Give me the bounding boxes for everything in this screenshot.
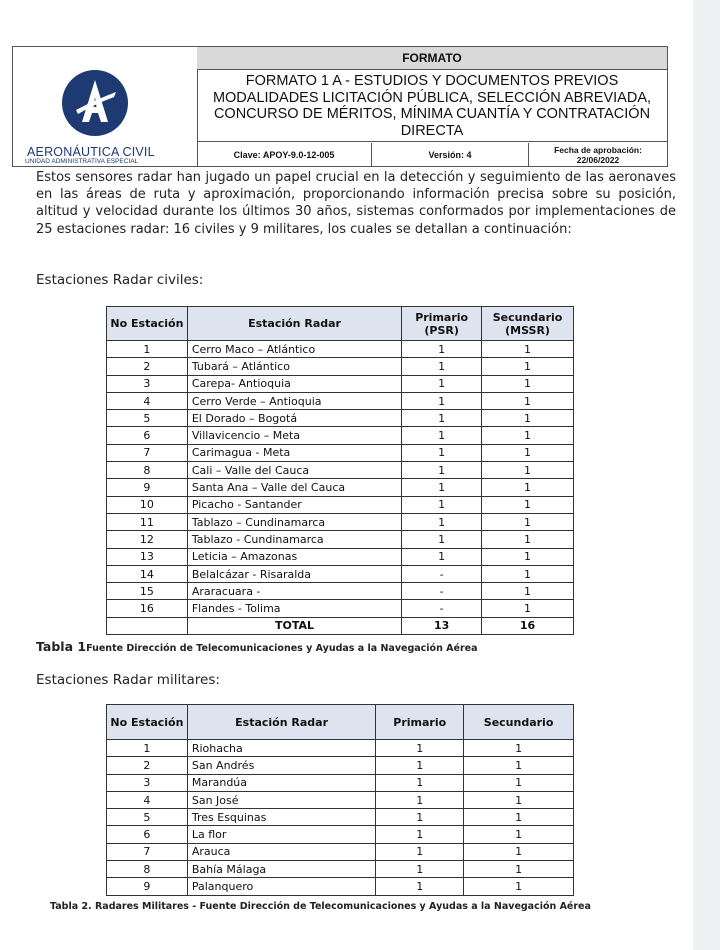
table-1-caption-text: Fuente Dirección de Telecomunicaciones y Ayudas a la Navegación Aérea bbox=[86, 643, 478, 654]
primary-cell: 1 bbox=[402, 496, 482, 513]
secondary-cell: 1 bbox=[464, 843, 574, 860]
approval-date-label: Fecha de aprobación: bbox=[554, 145, 642, 155]
table-row bbox=[107, 496, 574, 513]
table-row bbox=[107, 392, 574, 409]
station-name-cell: Marandúa bbox=[187, 774, 375, 791]
table-row bbox=[107, 774, 574, 791]
table-row bbox=[107, 791, 574, 808]
table-row bbox=[107, 740, 574, 757]
table-row bbox=[107, 826, 574, 843]
primary-cell: 1 bbox=[402, 375, 482, 392]
primary-cell: 1 bbox=[402, 462, 482, 479]
secondary-cell: 1 bbox=[464, 878, 574, 895]
station-number-cell: 3 bbox=[107, 375, 188, 392]
primary-cell: 1 bbox=[376, 809, 464, 826]
primary-cell: 1 bbox=[402, 513, 482, 530]
column-header-secondary: Secundario bbox=[464, 705, 574, 740]
table-1-caption bbox=[36, 639, 477, 654]
secondary-cell: 1 bbox=[482, 444, 574, 461]
secondary-cell: 1 bbox=[464, 774, 574, 791]
table-1-caption-prefix: Tabla 1 bbox=[36, 639, 87, 654]
primary-cell: 1 bbox=[402, 392, 482, 409]
secondary-cell: 1 bbox=[464, 740, 574, 757]
station-number-cell: 5 bbox=[107, 809, 188, 826]
table-row bbox=[107, 548, 574, 565]
station-number-cell: 15 bbox=[107, 583, 188, 600]
total-spacer bbox=[107, 617, 188, 634]
station-number-cell: 2 bbox=[107, 358, 188, 375]
secondary-cell: 1 bbox=[464, 809, 574, 826]
table-row bbox=[107, 444, 574, 461]
station-number-cell: 7 bbox=[107, 444, 188, 461]
table-row bbox=[107, 809, 574, 826]
org-unit: UNIDAD ADMINISTRATIVA ESPECIAL bbox=[25, 158, 139, 165]
primary-cell: 1 bbox=[402, 531, 482, 548]
table-row bbox=[107, 513, 574, 530]
table-row bbox=[107, 341, 574, 358]
column-header-station-number: No Estación bbox=[107, 307, 188, 341]
format-description: FORMATO 1 A - ESTUDIOS Y DOCUMENTOS PREVIOS MODALIDADES LICITACIÓN PÚBLICA, SELECCIÓN ABREVIADA, CONCURSO DE MÉRITOS, MÍNIMA CUANTÍA Y CONTRATACIÓN DIRECTA bbox=[197, 70, 667, 142]
table-row bbox=[107, 358, 574, 375]
station-name-cell: Tablazo – Cundinamarca bbox=[187, 513, 401, 530]
secondary-cell: 1 bbox=[482, 583, 574, 600]
station-number-cell: 16 bbox=[107, 600, 188, 617]
station-number-cell: 6 bbox=[107, 427, 188, 444]
station-number-cell: 9 bbox=[107, 878, 188, 895]
station-name-cell: Tres Esquinas bbox=[187, 809, 375, 826]
primary-cell: 1 bbox=[402, 410, 482, 427]
secondary-cell: 1 bbox=[482, 341, 574, 358]
secondary-cell: 1 bbox=[482, 496, 574, 513]
table-row bbox=[107, 410, 574, 427]
secondary-cell: 1 bbox=[482, 479, 574, 496]
station-name-cell: El Dorado – Bogotá bbox=[187, 410, 401, 427]
column-header-station-name: Estación Radar bbox=[187, 307, 401, 341]
station-name-cell: Villavicencio – Meta bbox=[187, 427, 401, 444]
intro-paragraph: Estos sensores radar han jugado un papel crucial en la detección y seguimiento de las aeronaves en las áreas de ruta y aproximación, proporcionando información precisa sobre su posición, altitud y velocidad durante los últimos 30 años, sistemas conformados por implementaciones de 25 estaciones radar: 16 civiles y 9 militares, los cuales se detallan a continuación: bbox=[36, 170, 676, 237]
station-name-cell: Picacho - Santander bbox=[187, 496, 401, 513]
primary-cell: 1 bbox=[376, 843, 464, 860]
primary-cell: 1 bbox=[376, 878, 464, 895]
station-number-cell: 8 bbox=[107, 462, 188, 479]
primary-cell: 1 bbox=[376, 740, 464, 757]
table-row bbox=[107, 375, 574, 392]
column-header-station-name: Estación Radar bbox=[187, 705, 375, 740]
aerocivil-logo bbox=[62, 70, 128, 136]
station-name-cell: Cerro Verde – Antioquia bbox=[187, 392, 401, 409]
secondary-cell: 1 bbox=[482, 375, 574, 392]
station-number-cell: 6 bbox=[107, 826, 188, 843]
station-name-cell: Belalcázar - Risaralda bbox=[187, 565, 401, 582]
primary-cell: 1 bbox=[402, 358, 482, 375]
civil-stations-heading: Estaciones Radar civiles: bbox=[36, 272, 204, 288]
station-name-cell: La flor bbox=[187, 826, 375, 843]
secondary-cell: 1 bbox=[482, 565, 574, 582]
primary-cell: 1 bbox=[376, 791, 464, 808]
station-number-cell: 9 bbox=[107, 479, 188, 496]
secondary-cell: 1 bbox=[482, 410, 574, 427]
page-side-margin bbox=[693, 0, 720, 950]
total-primary: 13 bbox=[402, 617, 482, 634]
secondary-cell: 1 bbox=[464, 826, 574, 843]
table-row bbox=[107, 462, 574, 479]
table-row bbox=[107, 583, 574, 600]
station-name-cell: Leticia – Amazonas bbox=[187, 548, 401, 565]
document-version: Versión: 4 bbox=[372, 143, 529, 167]
station-number-cell: 4 bbox=[107, 392, 188, 409]
table-row bbox=[107, 600, 574, 617]
table-row bbox=[107, 565, 574, 582]
station-number-cell: 10 bbox=[107, 496, 188, 513]
column-header-primary: Primario bbox=[376, 705, 464, 740]
org-name: AERONÁUTICA CIVIL bbox=[27, 145, 155, 159]
table-row bbox=[107, 843, 574, 860]
table-row bbox=[107, 427, 574, 444]
aerocivil-logo-icon bbox=[62, 70, 128, 136]
secondary-cell: 1 bbox=[482, 548, 574, 565]
approval-date-cell bbox=[529, 143, 667, 167]
primary-cell: 1 bbox=[402, 548, 482, 565]
secondary-cell: 1 bbox=[482, 513, 574, 530]
civil-radar-table bbox=[106, 306, 574, 635]
station-number-cell: 7 bbox=[107, 843, 188, 860]
station-name-cell: Flandes - Tolima bbox=[187, 600, 401, 617]
military-radar-table bbox=[106, 704, 574, 896]
secondary-cell: 1 bbox=[464, 861, 574, 878]
station-name-cell: Carimagua - Meta bbox=[187, 444, 401, 461]
station-name-cell: Palanquero bbox=[187, 878, 375, 895]
station-name-cell: Tablazo - Cundinamarca bbox=[187, 531, 401, 548]
table-2-caption: Tabla 2. Radares Militares - Fuente Dirección de Telecomunicaciones y Ayudas a la Navegación Aérea bbox=[50, 901, 591, 912]
secondary-cell: 1 bbox=[464, 791, 574, 808]
station-number-cell: 2 bbox=[107, 757, 188, 774]
station-name-cell: Bahía Málaga bbox=[187, 861, 375, 878]
primary-cell: 1 bbox=[402, 444, 482, 461]
station-number-cell: 3 bbox=[107, 774, 188, 791]
primary-cell: 1 bbox=[402, 341, 482, 358]
station-number-cell: 1 bbox=[107, 341, 188, 358]
table-row bbox=[107, 479, 574, 496]
station-name-cell: Arauca bbox=[187, 843, 375, 860]
station-number-cell: 13 bbox=[107, 548, 188, 565]
station-name-cell: Tubará – Atlántico bbox=[187, 358, 401, 375]
station-number-cell: 14 bbox=[107, 565, 188, 582]
military-stations-heading: Estaciones Radar militares: bbox=[36, 672, 220, 688]
station-number-cell: 8 bbox=[107, 861, 188, 878]
primary-cell: - bbox=[402, 583, 482, 600]
table-row bbox=[107, 878, 574, 895]
approval-date-value: 22/06/2022 bbox=[576, 155, 620, 165]
logo-cell bbox=[13, 47, 198, 166]
primary-cell: 1 bbox=[376, 757, 464, 774]
primary-cell: - bbox=[402, 600, 482, 617]
station-name-cell: Carepa- Antioquia bbox=[187, 375, 401, 392]
primary-cell: - bbox=[402, 565, 482, 582]
station-name-cell: Cerro Maco – Atlántico bbox=[187, 341, 401, 358]
column-header-secondary: Secundario (MSSR) bbox=[482, 307, 574, 341]
primary-cell: 1 bbox=[376, 774, 464, 791]
total-label: TOTAL bbox=[187, 617, 401, 634]
station-number-cell: 5 bbox=[107, 410, 188, 427]
secondary-cell: 1 bbox=[482, 600, 574, 617]
station-name-cell: Cali – Valle del Cauca bbox=[187, 462, 401, 479]
secondary-cell: 1 bbox=[482, 462, 574, 479]
secondary-cell: 1 bbox=[482, 392, 574, 409]
station-number-cell: 12 bbox=[107, 531, 188, 548]
document-code: Clave: APOY-9.0-12-005 bbox=[197, 143, 372, 167]
primary-cell: 1 bbox=[402, 479, 482, 496]
secondary-cell: 1 bbox=[464, 757, 574, 774]
station-name-cell: Santa Ana – Valle del Cauca bbox=[187, 479, 401, 496]
table-row bbox=[107, 757, 574, 774]
column-header-primary: Primario (PSR) bbox=[402, 307, 482, 341]
total-secondary: 16 bbox=[482, 617, 574, 634]
format-title: FORMATO bbox=[197, 47, 667, 70]
station-name-cell: Riohacha bbox=[187, 740, 375, 757]
primary-cell: 1 bbox=[376, 861, 464, 878]
table-row bbox=[107, 531, 574, 548]
primary-cell: 1 bbox=[376, 826, 464, 843]
secondary-cell: 1 bbox=[482, 531, 574, 548]
station-name-cell: San Andrés bbox=[187, 757, 375, 774]
station-name-cell: Araracuara - bbox=[187, 583, 401, 600]
primary-cell: 1 bbox=[402, 427, 482, 444]
station-number-cell: 4 bbox=[107, 791, 188, 808]
station-number-cell: 1 bbox=[107, 740, 188, 757]
document-header bbox=[12, 46, 668, 167]
column-header-station-number: No Estación bbox=[107, 705, 188, 740]
station-name-cell: San José bbox=[187, 791, 375, 808]
secondary-cell: 1 bbox=[482, 427, 574, 444]
station-number-cell: 11 bbox=[107, 513, 188, 530]
table-row bbox=[107, 861, 574, 878]
secondary-cell: 1 bbox=[482, 358, 574, 375]
